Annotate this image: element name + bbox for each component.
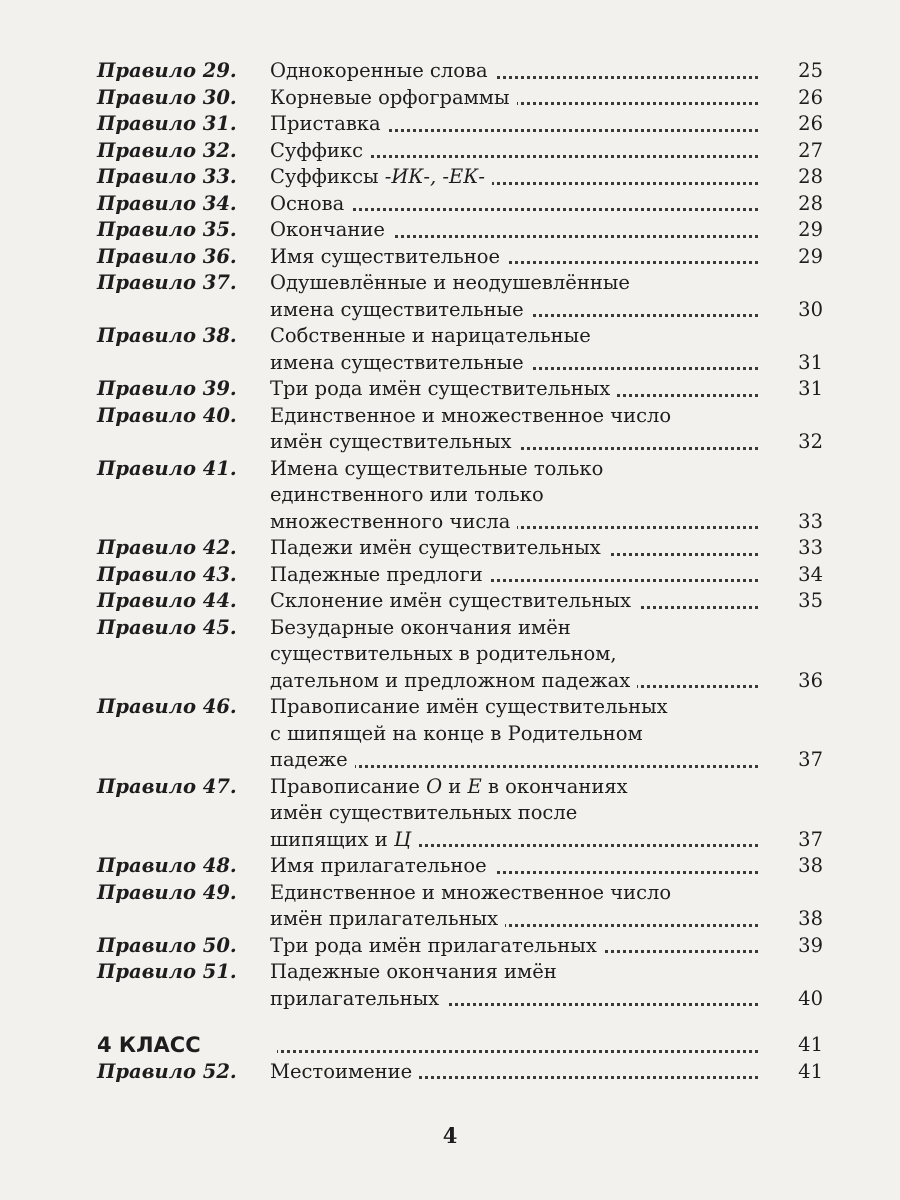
title-text: Единственное и множественное число xyxy=(270,403,672,427)
title-text: Склонение имён существительных xyxy=(270,589,638,612)
entry-title xyxy=(270,694,758,774)
toc-line xyxy=(270,906,758,933)
toc-line xyxy=(270,138,758,165)
toc-line xyxy=(270,959,758,986)
page-number-ref: 33 xyxy=(798,509,823,533)
page-number-ref: 31 xyxy=(798,377,823,400)
toc-entry xyxy=(0,1059,900,1086)
title-text: имён существительных xyxy=(270,430,519,453)
toc-entry xyxy=(0,562,900,589)
rule-label: Правило 41. xyxy=(97,456,237,480)
toc-line xyxy=(270,111,758,138)
title-text: прилагательных xyxy=(270,987,446,1010)
title-text: Правописание О и Е в окончаниях xyxy=(270,774,628,798)
section-title-line xyxy=(270,1032,758,1059)
rule-label: Правило 49. xyxy=(97,880,237,904)
toc-line xyxy=(270,403,758,430)
entry-title xyxy=(270,959,758,1012)
toc-entry xyxy=(0,456,900,536)
title-text: Падежи имён существительных xyxy=(270,536,608,559)
entry-title xyxy=(270,270,758,323)
title-text: Имена существительные только xyxy=(270,456,604,480)
entry-title xyxy=(270,244,758,271)
entry-title xyxy=(270,164,758,191)
entry-title xyxy=(270,774,758,854)
toc-line xyxy=(270,58,758,85)
toc-entry xyxy=(0,138,900,165)
toc-line xyxy=(270,986,758,1013)
toc-line xyxy=(270,562,758,589)
toc-line xyxy=(270,1059,758,1086)
toc-line xyxy=(270,350,758,377)
title-text: Падежные окончания имён xyxy=(270,960,557,983)
toc-line xyxy=(270,191,758,218)
rule-label: Правило 46. xyxy=(97,695,237,718)
rule-label: Правило 43. xyxy=(97,562,237,586)
page-number-ref: 31 xyxy=(798,350,823,374)
toc-line xyxy=(270,827,758,854)
entry-title xyxy=(270,456,758,536)
page-number-ref: 29 xyxy=(798,244,823,268)
rule-label: Правило 32. xyxy=(97,138,237,162)
entry-title xyxy=(270,562,758,589)
rule-label: Правило 52. xyxy=(97,1059,237,1083)
page-number-ref: 38 xyxy=(798,854,823,877)
page-number-ref: 28 xyxy=(798,191,823,215)
toc-entry xyxy=(0,588,900,615)
rule-label: Правило 33. xyxy=(97,165,237,188)
toc-line xyxy=(270,588,758,615)
page-number-ref: 25 xyxy=(798,59,823,82)
toc-line xyxy=(270,747,758,774)
entry-title xyxy=(270,138,758,165)
title-text: Приставка xyxy=(270,112,388,135)
page-number-ref: 33 xyxy=(798,536,823,559)
page-number-ref: 34 xyxy=(798,562,823,586)
title-text: Однокоренные слова xyxy=(270,59,495,82)
section-label: 4 КЛАСС xyxy=(97,1033,201,1057)
toc-line xyxy=(270,429,758,456)
entry-title xyxy=(270,191,758,218)
toc-line xyxy=(270,853,758,880)
title-text: шипящих и Ц xyxy=(270,828,418,851)
entry-title xyxy=(270,323,758,376)
title-text: Окончание xyxy=(270,218,392,241)
entry-title xyxy=(270,615,758,695)
title-text: дательном и предложном падежах xyxy=(270,669,637,692)
entry-title xyxy=(270,85,758,112)
page-number-ref: 41 xyxy=(798,1059,823,1083)
entry-title xyxy=(270,111,758,138)
rule-label: Правило 51. xyxy=(97,960,237,983)
title-text: имена существительные xyxy=(270,298,531,321)
title-text: Собственные и нарицательные xyxy=(270,324,591,347)
toc-line xyxy=(270,164,758,191)
table-of-contents xyxy=(0,58,900,1085)
toc-entries-section xyxy=(0,1059,900,1086)
toc-entry xyxy=(0,403,900,456)
toc-line xyxy=(270,297,758,324)
toc-line xyxy=(270,323,758,350)
toc-line xyxy=(270,535,758,562)
toc-line xyxy=(270,641,758,668)
page-number-ref: 29 xyxy=(798,218,823,241)
page-number: 4 xyxy=(442,1123,458,1148)
page-number-ref: 39 xyxy=(798,933,823,957)
toc-entry xyxy=(0,85,900,112)
toc-line xyxy=(270,774,758,801)
page-number-ref: 40 xyxy=(798,986,823,1010)
toc-entry xyxy=(0,853,900,880)
rule-label: Правило 47. xyxy=(97,774,237,798)
entry-title xyxy=(270,58,758,85)
rule-label: Правило 50. xyxy=(97,933,237,957)
title-text: Одушевлённые и неодушевлённые xyxy=(270,271,630,294)
page-number-ref: 38 xyxy=(798,907,823,930)
entry-title xyxy=(270,403,758,456)
rule-label: Правило 44. xyxy=(97,589,237,612)
page-number-ref: 36 xyxy=(798,668,823,692)
title-text: имена существительные xyxy=(270,351,531,374)
entry-title xyxy=(270,535,758,562)
section-page-number: 41 xyxy=(798,1033,823,1056)
page-number-ref: 28 xyxy=(798,165,823,188)
title-text: Суффикс xyxy=(270,139,370,162)
toc-line xyxy=(270,509,758,536)
toc-line xyxy=(270,85,758,112)
rule-label: Правило 39. xyxy=(97,377,237,400)
toc-line xyxy=(270,376,758,403)
toc-entry xyxy=(0,323,900,376)
title-text: Три рода имён прилагательных xyxy=(270,934,604,957)
page-number-ref: 26 xyxy=(798,85,823,109)
toc-line xyxy=(270,456,758,483)
entry-title xyxy=(270,853,758,880)
title-text: имён прилагательных xyxy=(270,907,505,930)
rule-label: Правило 48. xyxy=(97,854,237,877)
toc-line xyxy=(270,1032,758,1059)
toc-entry xyxy=(0,217,900,244)
toc-entry xyxy=(0,959,900,1012)
title-text: Корневые орфограммы xyxy=(270,86,517,109)
toc-entry xyxy=(0,774,900,854)
rule-label: Правило 34. xyxy=(97,191,237,215)
title-text: единственного или только xyxy=(270,483,544,506)
rule-label: Правило 37. xyxy=(97,271,237,294)
toc-line xyxy=(270,933,758,960)
page-number-ref: 35 xyxy=(798,589,823,612)
page-number-ref: 37 xyxy=(798,748,823,771)
toc-entry xyxy=(0,694,900,774)
entry-title xyxy=(270,217,758,244)
toc-line xyxy=(270,615,758,642)
toc-line xyxy=(270,880,758,907)
toc-entries xyxy=(0,58,900,1012)
title-text: имён существительных после xyxy=(270,801,578,824)
title-text: множественного числа xyxy=(270,510,517,533)
toc-entry xyxy=(0,933,900,960)
entry-title xyxy=(270,880,758,933)
title-text: Безударные окончания имён xyxy=(270,615,571,639)
toc-line xyxy=(270,668,758,695)
toc-line xyxy=(270,721,758,748)
toc-entry xyxy=(0,244,900,271)
rule-label: Правило 35. xyxy=(97,218,237,241)
toc-entry xyxy=(0,58,900,85)
title-text: Имя прилагательное xyxy=(270,854,494,877)
toc-entry xyxy=(0,615,900,695)
title-text: Единственное и множественное число xyxy=(270,880,672,904)
page-number-ref: 32 xyxy=(798,430,823,453)
toc-line xyxy=(270,270,758,297)
section-header xyxy=(0,1032,900,1059)
toc-line xyxy=(270,482,758,509)
title-text: с шипящей на конце в Родительном xyxy=(270,721,643,745)
toc-entry xyxy=(0,111,900,138)
entry-title xyxy=(270,933,758,960)
entry-title xyxy=(270,588,758,615)
rule-label: Правило 40. xyxy=(97,403,237,427)
entry-title xyxy=(270,1059,758,1086)
title-text: Три рода имён существительных xyxy=(270,377,617,400)
rule-label: Правило 36. xyxy=(97,244,237,268)
title-text: существительных в родительном, xyxy=(270,642,617,665)
title-text: падеже xyxy=(270,748,355,771)
toc-entry xyxy=(0,535,900,562)
title-text: Падежные предлоги xyxy=(270,563,490,586)
rule-label: Правило 42. xyxy=(97,536,237,559)
toc-entry xyxy=(0,191,900,218)
rule-label: Правило 45. xyxy=(97,615,237,639)
title-text: Местоимение xyxy=(270,1060,419,1083)
toc-line xyxy=(270,217,758,244)
toc-line xyxy=(270,800,758,827)
title-text: Суффиксы -ИК-, -ЕК- xyxy=(270,165,492,188)
toc-entry xyxy=(0,376,900,403)
rule-label: Правило 31. xyxy=(97,112,237,135)
toc-entry xyxy=(0,164,900,191)
toc-line xyxy=(270,244,758,271)
title-text: Основа xyxy=(270,192,351,215)
rule-label: Правило 29. xyxy=(97,59,237,82)
rule-label: Правило 38. xyxy=(97,324,237,347)
title-text: Правописание имён существительных xyxy=(270,695,668,718)
toc-line xyxy=(270,694,758,721)
page-number-ref: 30 xyxy=(798,297,823,321)
rule-label: Правило 30. xyxy=(97,85,237,109)
toc-entry xyxy=(0,270,900,323)
title-text: Имя существительное xyxy=(270,245,507,268)
page-number-ref: 37 xyxy=(798,827,823,851)
entry-title xyxy=(270,376,758,403)
page-number-ref: 26 xyxy=(798,112,823,135)
page-number-ref: 27 xyxy=(798,138,823,162)
toc-entry xyxy=(0,880,900,933)
